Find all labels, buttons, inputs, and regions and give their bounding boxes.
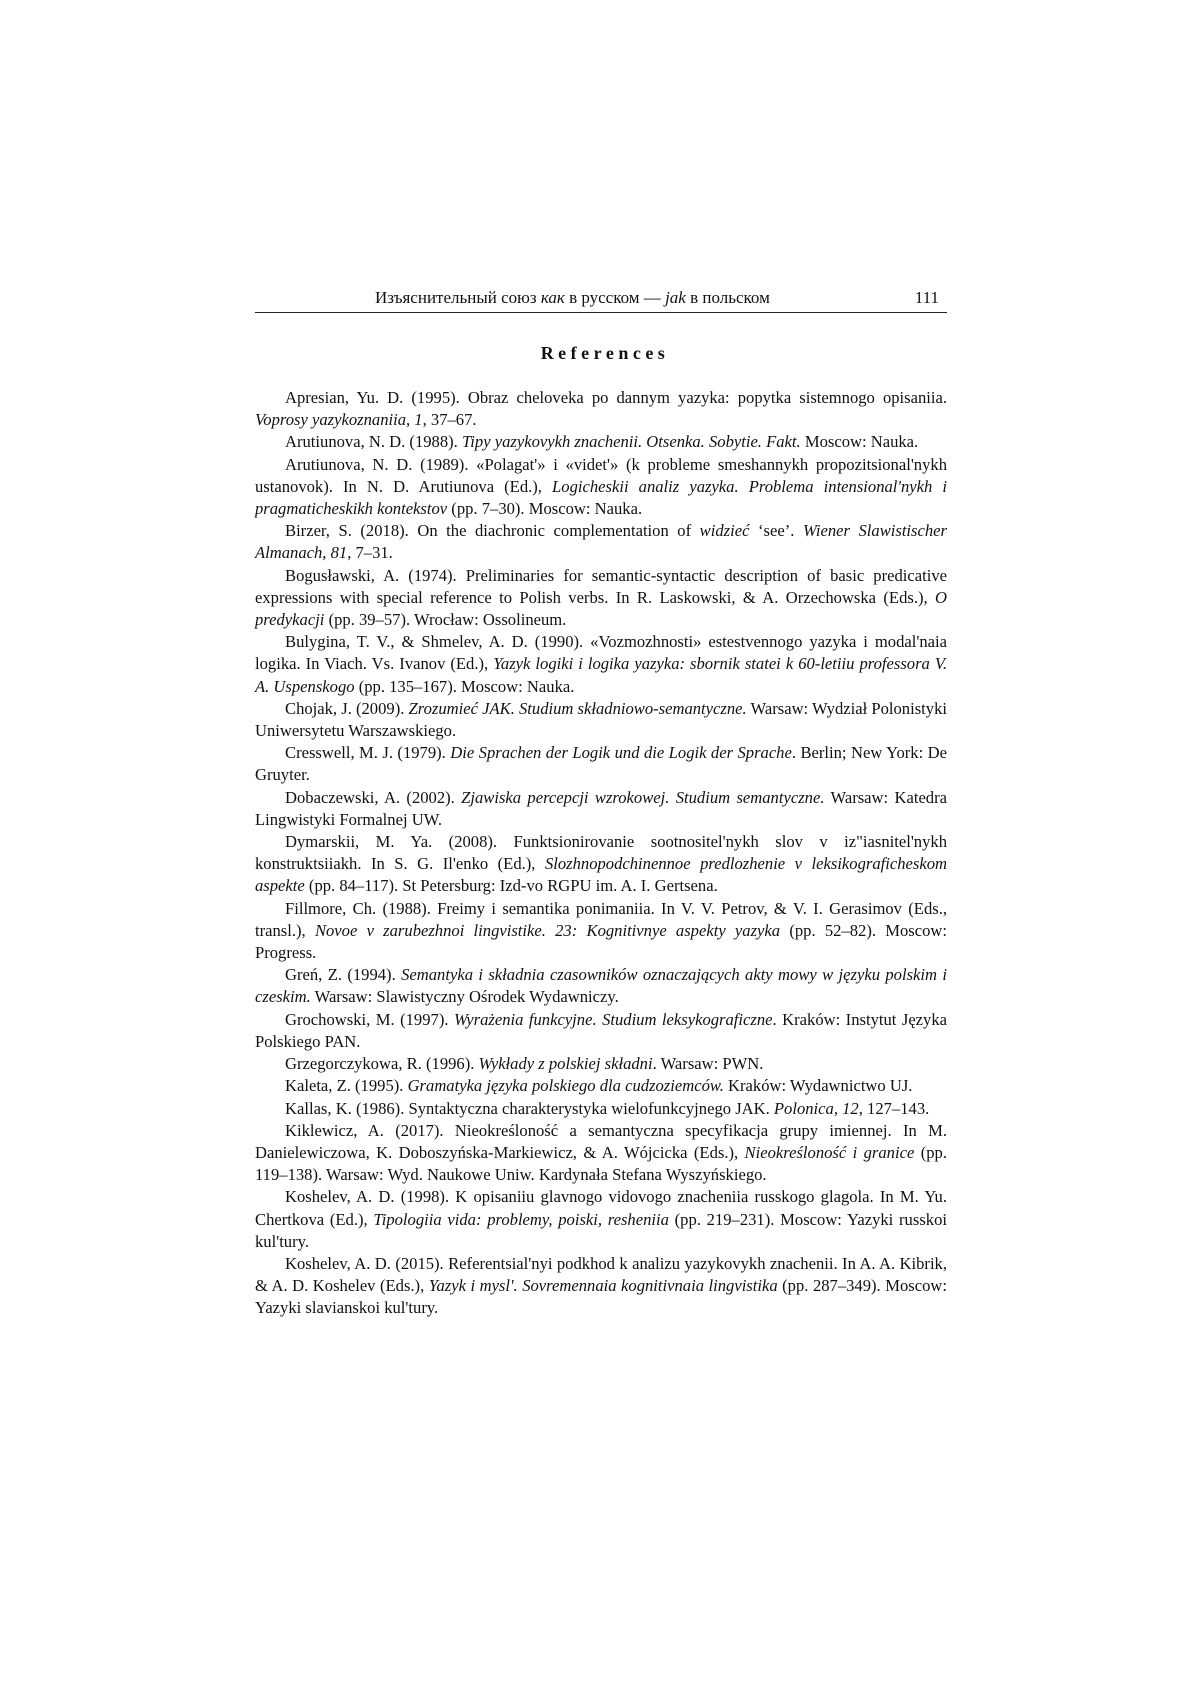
reference-entry — [255, 520, 947, 564]
header-title-text: в польском — [685, 288, 770, 307]
header-title-italic: как — [540, 288, 565, 307]
reference-title: Logicheskii analiz yazyka. Problema intensional'nykh i pragmaticheskikh kontekstov — [255, 476, 947, 519]
reference-entry — [255, 1098, 947, 1120]
reference-text: Dymarskii, M. Ya. (2008). Funktsionirovanie sootnositel'nykh slov v iz"iasnitel'nykh konstruktsiiakh. In S. G. Il'enko (Ed.), — [255, 832, 947, 874]
reference-text: Arutiunova, N. D. (1988). — [285, 432, 462, 452]
reference-text: . Warsaw: PWN. — [652, 1054, 764, 1074]
reference-text: (pp. 219–231). Moscow: Yazyki russkoi kul'tury. — [255, 1209, 947, 1251]
reference-title: Zrozumieć JAK. Studium składniowo-semantyczne. — [408, 698, 747, 718]
reference-text: Kraków: Wydawnictwo UJ. — [723, 1076, 913, 1096]
reference-text: Cresswell, M. J. (1979). — [285, 743, 451, 763]
reference-entry — [255, 454, 947, 521]
reference-text: Warsaw: Katedra Lingwistyki Formalnej UW. — [255, 787, 947, 829]
reference-text: Dobaczewski, A. (2002). — [285, 787, 462, 807]
reference-text: (pp. 84–117). St Petersburg: Izd-vo RGPU im. A. I. Gertsena. — [304, 876, 718, 896]
reference-entry — [255, 631, 947, 698]
reference-title: Semantyka i składnia czasowników oznaczających akty mowy w języku polskim i czeskim. — [255, 965, 947, 1007]
reference-text: , 127–143. — [858, 1098, 930, 1118]
reference-entry — [255, 787, 947, 831]
reference-title: Novoe v zarubezhnoi lingvistike. 23: Kognitivnye aspekty yazyka — [314, 920, 781, 940]
reference-text: , 7–31. — [347, 543, 393, 563]
reference-title: Wykłady z polskiej składni — [478, 1054, 653, 1074]
document-page — [255, 286, 947, 1320]
reference-entry — [255, 698, 947, 742]
reference-title: Polonica, 12 — [773, 1098, 859, 1118]
header-title-text: Изъяснительный союз — [375, 288, 541, 307]
reference-entry — [255, 1253, 947, 1320]
reference-text: . Kraków: Instytut Języka Polskiego PAN. — [255, 1009, 948, 1051]
reference-text: Arutiunova, N. D. (1989). «Polagat'» i «videt'» (k probleme smeshannykh propozitsional'nykh ustanovok). In N. D. Arutiunova (Ed.), — [255, 454, 947, 496]
reference-text: (pp. 39–57). Wrocław: Ossolineum. — [324, 610, 567, 630]
reference-text: Warsaw: Wydział Polonistyki Uniwersytetu Warszawskiego. — [255, 698, 947, 741]
reference-list — [255, 387, 947, 1320]
reference-text: (pp. 135–167). Moscow: Nauka. — [354, 676, 575, 696]
running-header — [255, 286, 947, 313]
header-title-text: в русском — — [564, 288, 666, 307]
reference-title: widzieć — [699, 521, 750, 541]
reference-title: Die Sprachen der Logik und die Logik der Sprache — [450, 743, 792, 763]
reference-text: , 37–67. — [422, 410, 477, 430]
reference-text: . Berlin; New York: De Gruyter. — [255, 743, 947, 785]
reference-text: ‘see’. — [749, 521, 803, 541]
reference-entry — [255, 831, 947, 898]
reference-text: Greń, Z. (1994). — [285, 965, 402, 985]
reference-text: Chojak, J. (2009). — [285, 698, 409, 718]
reference-text: Kiklewicz, A. (2017). Nieokreśloność a semantyczna specyfikacja grupy imiennej. In M. Danielewiczowa, K. Doboszyńska-Markiewicz, & A. Wójcicka (Eds.), — [255, 1120, 947, 1162]
reference-title: Yazyk logiki i logika yazyka: sbornik statei k 60-letiiu professora V. A. Uspenskogo — [255, 654, 947, 696]
reference-title: Zjawiska percepcji wzrokowej. Studium semantyczne. — [461, 787, 825, 807]
reference-title: O predykacji — [255, 587, 947, 630]
reference-text: Apresian, Yu. D. (1995). Obraz cheloveka po dannym yazyka: popytka sistemnogo opisaniia. — [285, 388, 947, 407]
reference-title: Tipologiia vida: problemy, poiski, resheniia — [373, 1209, 669, 1229]
reference-entry — [255, 742, 947, 786]
reference-title: Slozhnopodchinennoe predlozhenie v leksikograficheskom aspekte — [255, 854, 947, 896]
reference-text: Koshelev, A. D. (1998). K opisaniiu glavnogo vidovogo znacheniia russkogo glagola. In M. Yu. Chertkova (Ed.), — [255, 1187, 947, 1229]
reference-entry — [255, 898, 947, 965]
reference-text: Birzer, S. (2018). On the diachronic complementation of — [285, 521, 700, 541]
running-header-title — [375, 288, 770, 308]
reference-entry — [255, 431, 947, 453]
reference-title: Wiener Slawistischer Almanach, 81 — [255, 521, 947, 563]
reference-entry — [255, 1053, 947, 1075]
reference-entry — [255, 565, 947, 632]
reference-text: Bogusławski, A. (1974). Preliminaries for semantic-syntactic description of basic predicative expressions with special reference to Polish verbs. In R. Laskowski, & A. Orzechowska (Eds.), — [255, 565, 947, 607]
reference-entry — [255, 964, 947, 1008]
section-title: References — [540, 343, 670, 363]
header-title-italic: jak — [665, 288, 686, 307]
reference-text: Kallas, K. (1986). Syntaktyczna charakterystyka wielofunkcyjnego JAK. — [285, 1098, 774, 1118]
reference-title: Wyrażenia funkcyjne. Studium leksykograficzne — [453, 1009, 773, 1029]
reference-text: Grochowski, M. (1997). — [285, 1009, 454, 1029]
reference-text: Grzegorczykowa, R. (1996). — [285, 1054, 479, 1074]
reference-text: (pp. 7–30). Moscow: Nauka. — [447, 499, 643, 519]
reference-text: Bulygina, T. V., & Shmelev, A. D. (1990). «Vozmozhnosti» estestvennogo yazyka i modal'naia logika. In Viach. Vs. Ivanov (Ed.), — [255, 632, 947, 674]
reference-text: Warsaw: Slawistyczny Ośrodek Wydawniczy. — [310, 987, 619, 1007]
page-number: 111 — [914, 288, 939, 307]
reference-entry — [255, 1120, 947, 1187]
reference-entry — [255, 1075, 947, 1097]
reference-title: Yazyk i mysl'. Sovremennaia kognitivnaia lingvistika — [428, 1276, 778, 1296]
reference-text: Fillmore, Ch. (1988). Freimy i semantika ponimaniia. In V. V. Petrov, & V. I. Gerasimov (Eds., transl.), — [255, 898, 947, 940]
reference-text: Koshelev, A. D. (2015). Referentsial'nyi podkhod k analizu yazykovykh znachenii. In A. A. Kibrik, & A. D. Koshelev (Eds.), — [255, 1253, 947, 1296]
reference-text: (pp. 287–349). Moscow: Yazyki slavianskoi kul'tury. — [255, 1276, 947, 1318]
reference-entry — [255, 387, 947, 431]
reference-text: (pp. 52–82). Moscow: Progress. — [255, 920, 947, 963]
reference-entry — [255, 1186, 947, 1253]
reference-text: (pp. 119–138). Warsaw: Wyd. Naukowe Uniw. Kardynała Stefana Wyszyńskiego. — [255, 1142, 947, 1185]
reference-title: Tipy yazykovykh znachenii. Otsenka. Sobytie. Fakt. — [461, 432, 801, 452]
reference-entry — [255, 1009, 947, 1053]
reference-text: Kaleta, Z. (1995). — [285, 1076, 408, 1096]
reference-title: Nieokreśloność i granice — [744, 1142, 915, 1162]
reference-title: Gramatyka języka polskiego dla cudzoziemców. — [407, 1076, 724, 1096]
reference-text: Moscow: Nauka. — [800, 432, 919, 452]
reference-title: Voprosy yazykoznaniia, 1 — [255, 410, 423, 430]
